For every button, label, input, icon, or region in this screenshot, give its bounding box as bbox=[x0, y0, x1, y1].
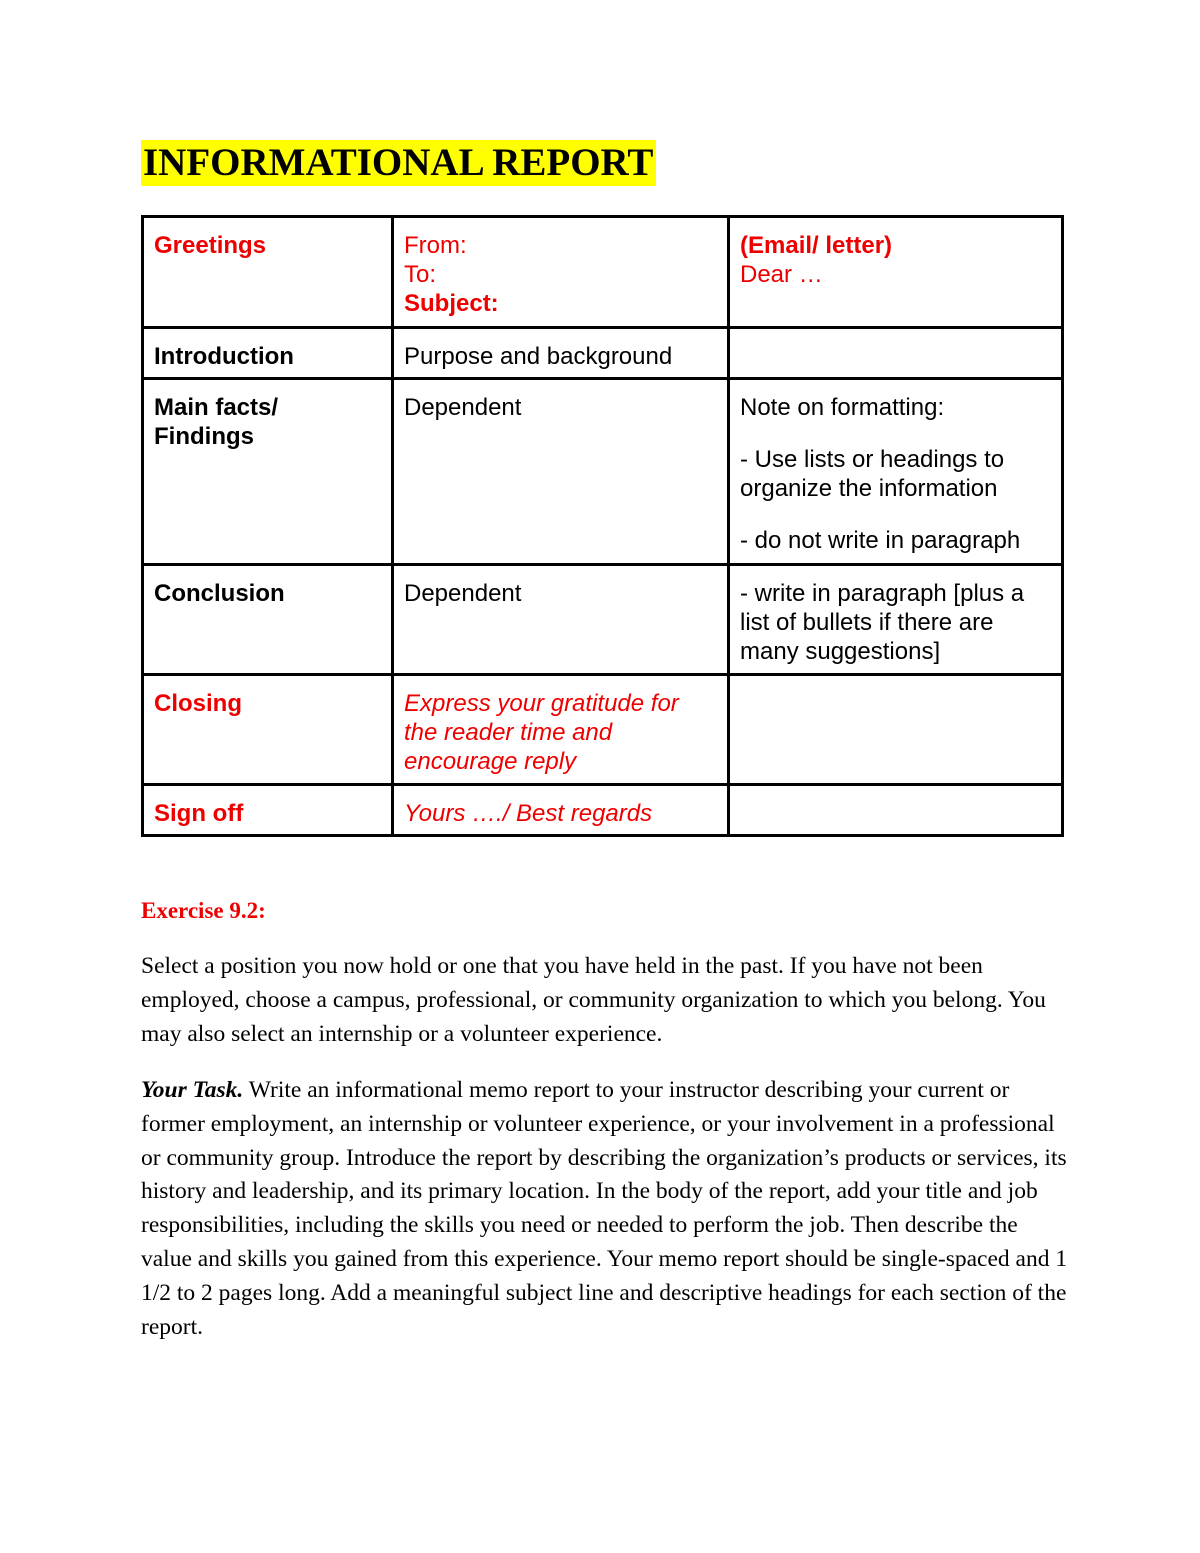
main-facts-note-cell bbox=[729, 379, 1063, 565]
sign-off-desc-cell bbox=[393, 785, 729, 836]
task-description: Write an informational memo report to your instructor describing your current or former employment, an internship or volunteer experience, or your involvement in a professional or community group. Introduce the report by describing the organization’s products or services, its history and leadership, and its primary location. In the body of the report, add your title and job responsibilities, including the skills you need or needed to perform the job. Then describe the value and skills you gained from this experience. Your memo report should be single-spaced and 1 1/2 to 2 pages long. Add a meaningful subject line and descriptive headings for each section of the report. bbox=[141, 1077, 1068, 1340]
subject-label: Subject: bbox=[404, 290, 499, 317]
sign-off-label-cell bbox=[143, 785, 393, 836]
page-title: INFORMATIONAL REPORT bbox=[141, 140, 656, 186]
conclusion-desc-cell bbox=[393, 565, 729, 675]
main-facts-label-cell bbox=[143, 379, 393, 565]
email-letter-label: (Email/ letter) bbox=[740, 232, 893, 259]
sign-off-label: Sign off bbox=[154, 800, 244, 827]
table-row-main-facts bbox=[143, 379, 1063, 565]
dear-label: Dear … bbox=[740, 261, 823, 288]
conclusion-note-line1: - write in paragraph [plus a bbox=[740, 580, 1025, 607]
to-label: To: bbox=[404, 261, 437, 288]
introduction-desc-cell bbox=[393, 328, 729, 379]
report-structure-table bbox=[141, 215, 1064, 837]
closing-note-cell bbox=[729, 675, 1063, 785]
introduction-label: Introduction bbox=[154, 343, 294, 370]
table-row-sign-off bbox=[143, 785, 1063, 836]
main-facts-label-line2: Findings bbox=[154, 423, 254, 450]
formatting-note-item1-line1: - Use lists or headings to bbox=[740, 446, 1005, 473]
greetings-fields-cell bbox=[393, 217, 729, 328]
main-facts-label-line1: Main facts/ bbox=[154, 394, 279, 421]
exercise-paragraph-2 bbox=[141, 1074, 1071, 1344]
formatting-note-item2: - do not write in paragraph bbox=[740, 527, 1021, 554]
greetings-note-cell bbox=[729, 217, 1063, 328]
conclusion-label-cell bbox=[143, 565, 393, 675]
table-row-closing bbox=[143, 675, 1063, 785]
formatting-note-item1-line2: organize the information bbox=[740, 475, 998, 502]
table-row-conclusion bbox=[143, 565, 1063, 675]
introduction-note-cell bbox=[729, 328, 1063, 379]
conclusion-label: Conclusion bbox=[154, 580, 285, 607]
main-facts-desc: Dependent bbox=[404, 394, 522, 421]
closing-desc-line3: encourage reply bbox=[404, 748, 577, 775]
closing-desc-cell bbox=[393, 675, 729, 785]
introduction-label-cell bbox=[143, 328, 393, 379]
conclusion-note-line3: many suggestions] bbox=[740, 638, 941, 665]
sign-off-desc: Yours …./ Best regards bbox=[404, 800, 653, 827]
from-label: From: bbox=[404, 232, 467, 259]
closing-desc-line1: Express your gratitude for bbox=[404, 690, 679, 717]
table-row-greetings bbox=[143, 217, 1063, 328]
exercise-label: Exercise 9.2: bbox=[141, 898, 266, 923]
closing-desc-line2: the reader time and bbox=[404, 719, 613, 746]
task-label: Your Task. bbox=[141, 1077, 244, 1103]
formatting-note-heading: Note on formatting: bbox=[740, 394, 945, 421]
conclusion-note-cell bbox=[729, 565, 1063, 675]
table-row-introduction bbox=[143, 328, 1063, 379]
closing-label-cell bbox=[143, 675, 393, 785]
greetings-label-cell bbox=[143, 217, 393, 328]
introduction-desc: Purpose and background bbox=[404, 343, 673, 370]
sign-off-note-cell bbox=[729, 785, 1063, 836]
conclusion-note-line2: list of bullets if there are bbox=[740, 609, 994, 636]
conclusion-desc: Dependent bbox=[404, 580, 522, 607]
main-facts-desc-cell bbox=[393, 379, 729, 565]
closing-label: Closing bbox=[154, 690, 242, 717]
exercise-paragraph-1: Select a position you now hold or one that you have held in the past. If you have not been employed, choose a campus, professional, or community organization to which you belong. You may also select an internship or a volunteer experience. bbox=[141, 953, 1046, 1047]
greetings-label: Greetings bbox=[154, 232, 267, 259]
